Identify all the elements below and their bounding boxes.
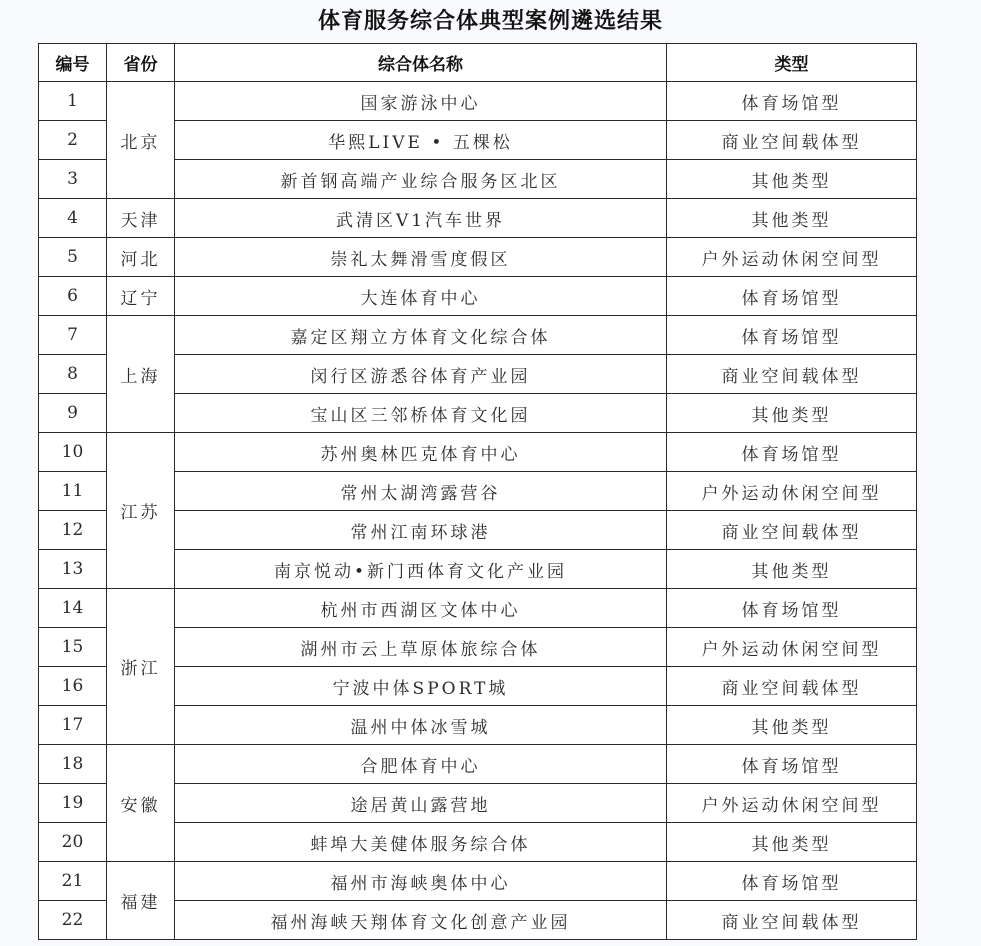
- page-title: 体育服务综合体典型案例遴选结果: [317, 9, 663, 34]
- complex-type: 商业空间载体型: [667, 901, 917, 940]
- table-row: [39, 199, 917, 238]
- complex-name: 途居黄山露营地: [175, 784, 667, 823]
- row-number: 19: [39, 784, 107, 823]
- row-number: 18: [39, 745, 107, 784]
- complex-name: 常州太湖湾露营谷: [175, 472, 667, 511]
- province-cell: 上海: [107, 316, 175, 433]
- complex-name: 常州江南环球港: [175, 511, 667, 550]
- province-cell: 福建: [107, 862, 175, 940]
- results-table: [38, 43, 917, 940]
- province-cell: 天津: [107, 199, 175, 238]
- row-number: 20: [39, 823, 107, 862]
- complex-name: 嘉定区翔立方体育文化综合体: [175, 316, 667, 355]
- province-cell: 辽宁: [107, 277, 175, 316]
- complex-type: 商业空间载体型: [667, 355, 917, 394]
- complex-type: 户外运动休闲空间型: [667, 472, 917, 511]
- complex-name: 杭州市西湖区文体中心: [175, 589, 667, 628]
- row-number: 15: [39, 628, 107, 667]
- complex-type: 其他类型: [667, 706, 917, 745]
- table-row: [39, 589, 917, 628]
- complex-type: 体育场馆型: [667, 589, 917, 628]
- complex-name: 南京悦动•新门西体育文化产业园: [175, 550, 667, 589]
- complex-name: 蚌埠大美健体服务综合体: [175, 823, 667, 862]
- row-number: 13: [39, 550, 107, 589]
- complex-name: 湖州市云上草原体旅综合体: [175, 628, 667, 667]
- complex-name: 福州市海峡奥体中心: [175, 862, 667, 901]
- complex-name: 宝山区三邻桥体育文化园: [175, 394, 667, 433]
- complex-type: 其他类型: [667, 823, 917, 862]
- table-row: [39, 316, 917, 355]
- row-number: 5: [39, 238, 107, 277]
- complex-type: 商业空间载体型: [667, 121, 917, 160]
- complex-name: 华熙LIVE • 五棵松: [175, 121, 667, 160]
- row-number: 9: [39, 394, 107, 433]
- row-number: 22: [39, 901, 107, 940]
- complex-type: 商业空间载体型: [667, 511, 917, 550]
- header-type: 类型: [667, 44, 917, 82]
- province-cell: 安徽: [107, 745, 175, 862]
- row-number: 2: [39, 121, 107, 160]
- table-row: [39, 82, 917, 121]
- complex-type: 体育场馆型: [667, 745, 917, 784]
- complex-name: 福州海峡天翔体育文化创意产业园: [175, 901, 667, 940]
- complex-name: 新首钢高端产业综合服务区北区: [175, 160, 667, 199]
- complex-name: 合肥体育中心: [175, 745, 667, 784]
- complex-type: 其他类型: [667, 394, 917, 433]
- row-number: 1: [39, 82, 107, 121]
- complex-name: 温州中体冰雪城: [175, 706, 667, 745]
- complex-name: 国家游泳中心: [175, 82, 667, 121]
- table-row: [39, 862, 917, 901]
- complex-type: 体育场馆型: [667, 862, 917, 901]
- complex-type: 体育场馆型: [667, 277, 917, 316]
- row-number: 3: [39, 160, 107, 199]
- complex-name: 崇礼太舞滑雪度假区: [175, 238, 667, 277]
- row-number: 21: [39, 862, 107, 901]
- header-province: 省份: [107, 44, 175, 82]
- complex-name: 大连体育中心: [175, 277, 667, 316]
- complex-type: 户外运动休闲空间型: [667, 238, 917, 277]
- row-number: 10: [39, 433, 107, 472]
- row-number: 16: [39, 667, 107, 706]
- row-number: 6: [39, 277, 107, 316]
- complex-type: 体育场馆型: [667, 316, 917, 355]
- province-cell: 浙江: [107, 589, 175, 745]
- row-number: 11: [39, 472, 107, 511]
- table-row: [39, 238, 917, 277]
- complex-type: 户外运动休闲空间型: [667, 784, 917, 823]
- complex-name: 武清区V1汽车世界: [175, 199, 667, 238]
- row-number: 17: [39, 706, 107, 745]
- complex-type: 其他类型: [667, 199, 917, 238]
- complex-type: 商业空间载体型: [667, 667, 917, 706]
- province-cell: 北京: [107, 82, 175, 199]
- row-number: 4: [39, 199, 107, 238]
- complex-type: 体育场馆型: [667, 82, 917, 121]
- table-row: [39, 433, 917, 472]
- province-cell: 河北: [107, 238, 175, 277]
- complex-name: 宁波中体SPORT城: [175, 667, 667, 706]
- complex-name: 苏州奥林匹克体育中心: [175, 433, 667, 472]
- row-number: 12: [39, 511, 107, 550]
- complex-type: 其他类型: [667, 160, 917, 199]
- row-number: 14: [39, 589, 107, 628]
- row-number: 7: [39, 316, 107, 355]
- table-row: [39, 745, 917, 784]
- complex-type: 体育场馆型: [667, 433, 917, 472]
- complex-type: 户外运动休闲空间型: [667, 628, 917, 667]
- complex-type: 其他类型: [667, 550, 917, 589]
- complex-name: 闵行区游悉谷体育产业园: [175, 355, 667, 394]
- province-cell: 江苏: [107, 433, 175, 589]
- header-number: 编号: [39, 44, 107, 82]
- row-number: 8: [39, 355, 107, 394]
- table-row: [39, 277, 917, 316]
- header-name: 综合体名称: [175, 44, 667, 82]
- table-header-row: [39, 44, 917, 82]
